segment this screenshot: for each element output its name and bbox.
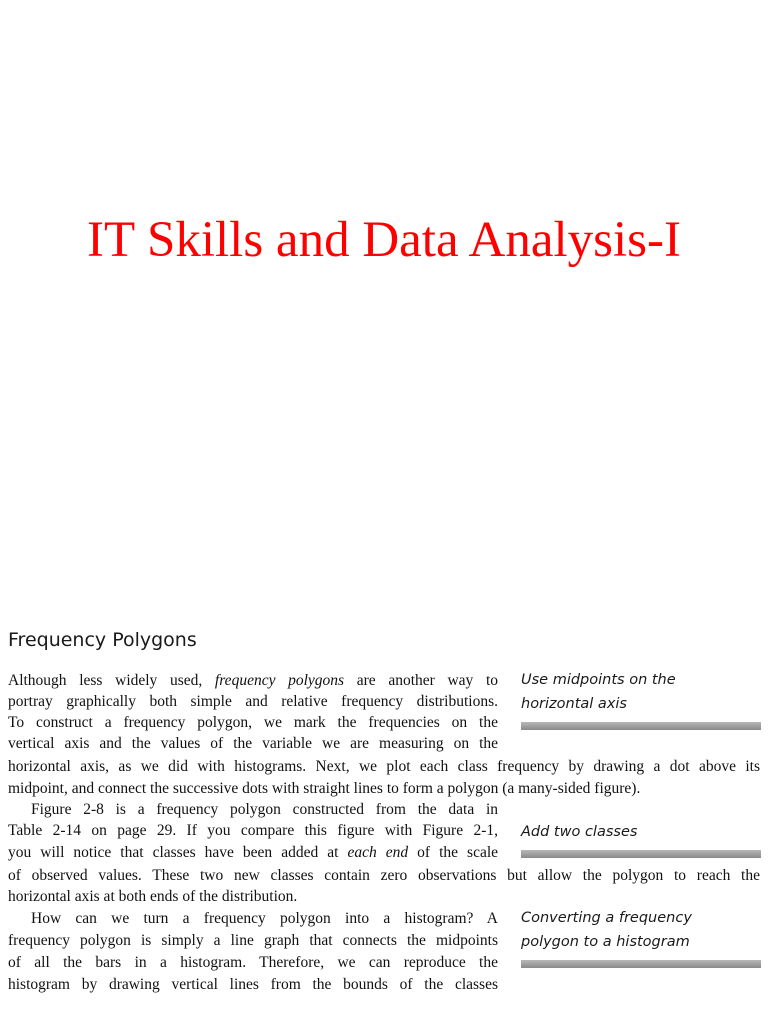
body-line: horizontal axis, as we did with histograms. Next, we plot each class frequency by drawing a dot above its — [8, 758, 760, 775]
body-line: you will notice that classes have been added at each end of the scale — [8, 844, 499, 861]
margin-note-bar — [521, 960, 761, 968]
body-line: vertical axis and the values of the variable we are measuring on the — [8, 735, 498, 752]
body-line: midpoint, and connect the successive dots with straight lines to form a polygon (a many-sided figure). — [8, 780, 641, 797]
section-heading: Frequency Polygons — [8, 629, 197, 651]
body-line: To construct a frequency polygon, we mark the frequencies on the — [8, 714, 498, 731]
margin-note-line: horizontal axis — [521, 696, 627, 712]
body-line: frequency polygon is simply a line graph that connects the midpoints — [8, 932, 498, 949]
page-title: IT Skills and Data Analysis-I — [87, 212, 681, 268]
margin-note-line: Converting a frequency — [521, 910, 692, 926]
body-line: Although less widely used, frequency polygons are another way to — [8, 672, 499, 689]
margin-note-line: Add two classes — [521, 824, 638, 840]
body-line: Figure 2-8 is a frequency polygon constructed from the data in — [31, 801, 498, 818]
body-line: of observed values. These two new classes contain zero observations but allow the polygon to reach the — [8, 867, 760, 884]
margin-note-line: polygon to a histogram — [521, 934, 690, 950]
margin-note — [521, 820, 761, 858]
margin-note-bar — [521, 850, 761, 858]
body-line: How can we turn a frequency polygon into a histogram? A — [31, 910, 498, 927]
margin-note-line: Use midpoints on the — [521, 672, 676, 688]
body-line: horizontal axis at both ends of the distribution. — [8, 888, 298, 905]
body-line: of all the bars in a histogram. Therefore, we can reproduce the — [8, 954, 498, 971]
body-line: Table 2-14 on page 29. If you compare this figure with Figure 2-1, — [8, 822, 498, 839]
margin-note — [521, 906, 761, 968]
margin-note-bar — [521, 722, 761, 730]
body-line: histogram by drawing vertical lines from the bounds of the classes — [8, 976, 498, 993]
margin-note — [521, 668, 761, 730]
body-line: portray graphically both simple and relative frequency distributions. — [8, 693, 498, 710]
